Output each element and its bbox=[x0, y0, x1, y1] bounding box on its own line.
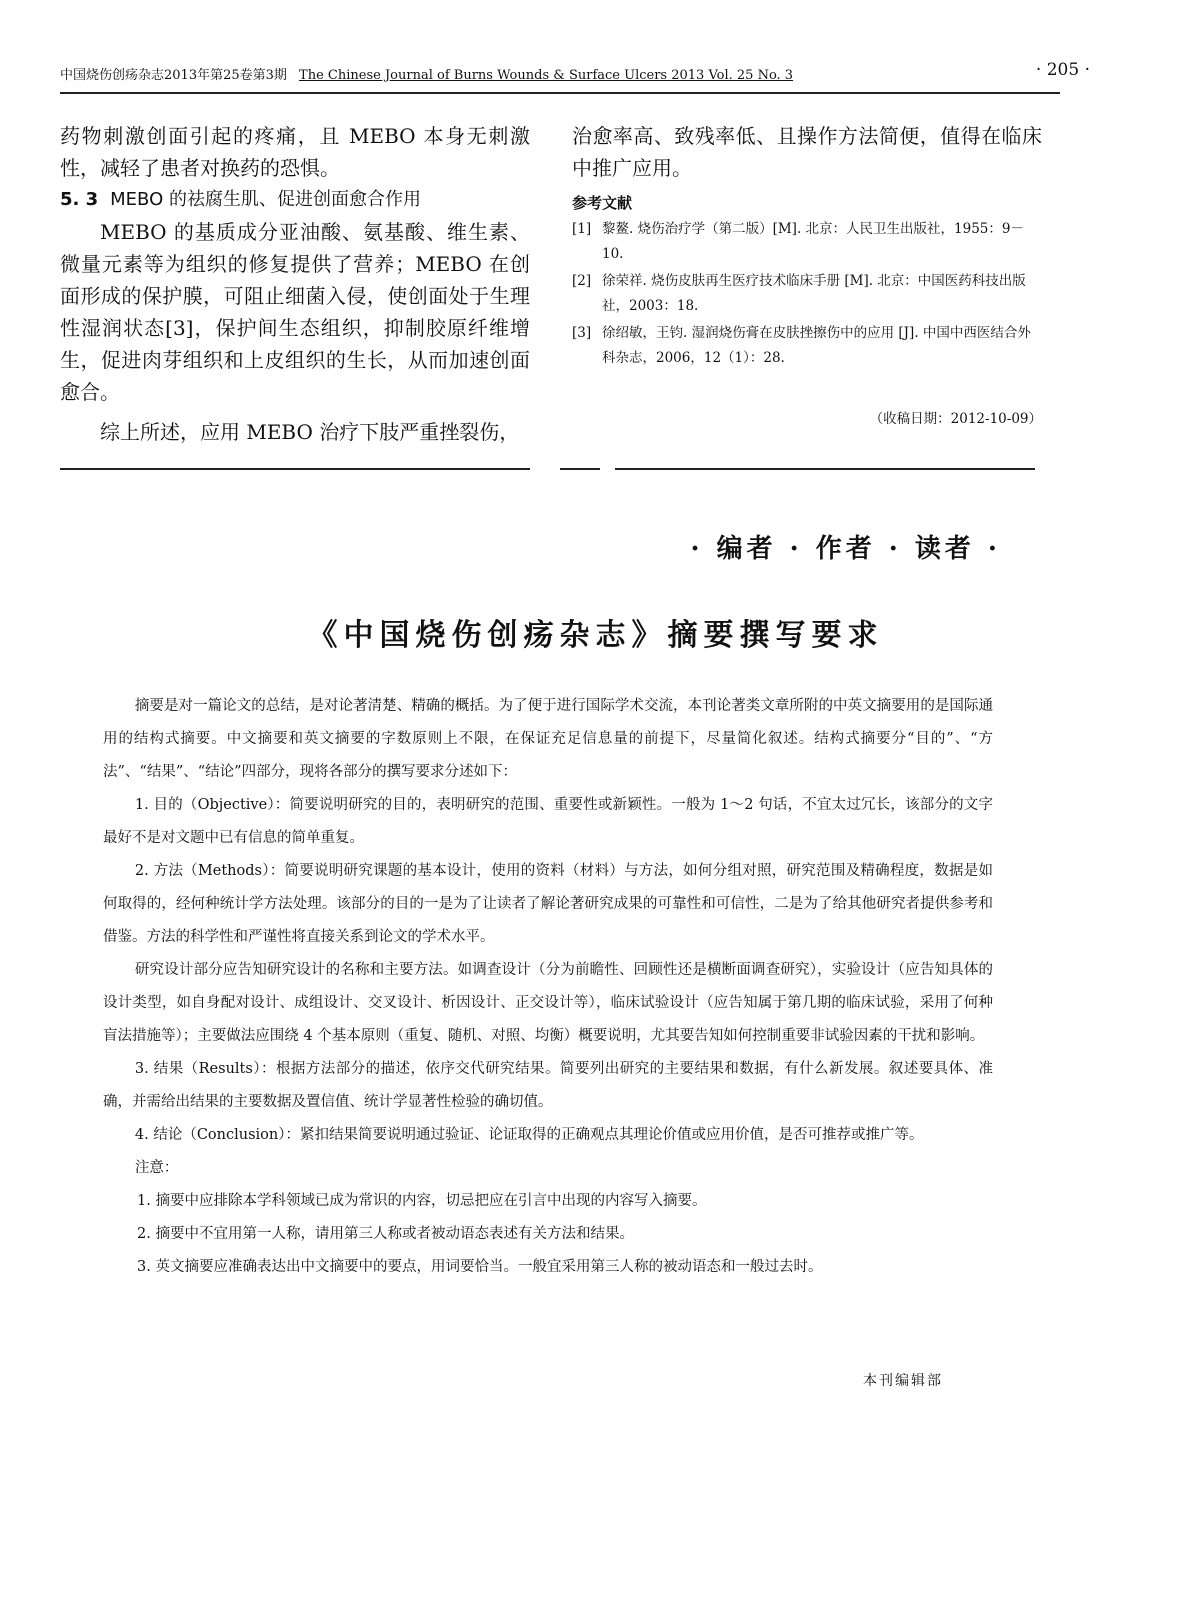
reference-number: [3] bbox=[572, 325, 592, 341]
body-paragraph: 2. 方法（Methods）：简要说明研究课题的基本设计，使用的资料（材料）与方法，如何分组对照，研究范围及精确程度，数据是如何取得的，经何种统计学方法处理。该部分的目的一是为了让读者了解论著研究成果的可靠性和可信性，二是为了给其他研究者提供参考和借鉴。方法的科学性和严谨性将直接关系到论文的学术水平。 bbox=[103, 863, 993, 945]
column-title: · 编者 · 作者 · 读者 · bbox=[690, 534, 1001, 564]
note-item: 2. 摘要中不宜用第一人称，请用第三人称或者被动语态表述有关方法和结果。 bbox=[137, 1226, 634, 1242]
body-paragraph: 3. 结果（Results）：根据方法部分的描述，依序交代研究结果。简要列出研究的主要结果和数据，有什么新发展。叙述要具体、准确，并需给出结果的主要数据及置信值、统计学显著性检验的确切值。 bbox=[103, 1061, 993, 1110]
section-divider bbox=[60, 468, 1035, 470]
section-title: MEBO 的祛腐生肌、促进创面愈合作用 bbox=[110, 189, 421, 210]
body-paragraph: 摘要是对一篇论文的总结，是对论著清楚、精确的概括。为了便于进行国际学术交流，本刊论著类文章所附的中英文摘要用的是国际通用的结构式摘要。中文摘要和英文摘要的字数原则上不限，在保证充足信息量的前提下，尽量简化叙述。结构式摘要分“目的”、“方法”、“结果”、“结论”四部分，现将各部分的撰写要求分述如下： bbox=[103, 698, 993, 780]
references-heading: 参考文献 bbox=[572, 194, 633, 212]
reference-text: 徐荣祥. 烧伤皮肤再生医疗技术临床手册 [M]. 北京：中国医药科技出版社，2003：18. bbox=[602, 273, 1026, 314]
reference-item bbox=[572, 269, 1042, 319]
left-column bbox=[60, 120, 530, 448]
body-paragraph: 1. 目的（Objective）：简要说明研究的目的，表明研究的范围、重要性或新颖性。一般为 1～2 句话，不宜太过冗长，该部分的文字最好不是对文题中已有信息的简单重复。 bbox=[103, 797, 993, 846]
journal-citation bbox=[60, 66, 793, 86]
paragraph: MEBO 的基质成分亚油酸、氨基酸、维生素、微量元素等为组织的修复提供了营养；MEBO 在创面形成的保护膜，可阻止细菌入侵，使创面处于生理性湿润状态[3]，保护间生态组织，抑制胶原纤维增生，促进肉芽组织和上皮组织的生长，从而加速创面愈合。 bbox=[60, 220, 530, 404]
article-title: 《中国烧伤创疡杂志》摘要撰写要求 bbox=[307, 618, 884, 653]
note-label: 注意： bbox=[134, 1160, 179, 1176]
article-body bbox=[103, 690, 993, 1284]
body-paragraph: 4. 结论（Conclusion）：紧扣结果简要说明通过验证、论证取得的正确观点其理论价值或应用价值，是否可推荐或推广等。 bbox=[134, 1127, 924, 1143]
editorial-signature: 本刊编辑部 bbox=[863, 1373, 943, 1389]
reference-item bbox=[572, 217, 1042, 267]
page-number: · 205 · bbox=[1035, 60, 1090, 80]
paragraph: 综上所述，应用 MEBO 治疗下肢严重挫裂伤， bbox=[100, 420, 520, 444]
note-item: 1. 摘要中应排除本学科领域已成为常识的内容，切忌把应在引言中出现的内容写入摘要。 bbox=[137, 1193, 707, 1209]
body-paragraph: 研究设计部分应告知研究设计的名称和主要方法。如调查设计（分为前瞻性、回顾性还是横断面调查研究），实验设计（应告知具体的设计类型，如自身配对设计、成组设计、交叉设计、析因设计、正交设计等），临床试验设计（应告知属于第几期的临床试验，采用了何种盲法措施等）；主要做法应围绕 4 个基本原则（重复、随机、对照、均衡）概要说明，尤其要告知如何控制重要非试验因素的干扰和影响。 bbox=[103, 962, 993, 1044]
paragraph: 药物刺激创面引起的疼痛，且 MEBO 本身无刺激性，减轻了患者对换药的恐惧。 bbox=[60, 124, 530, 180]
reference-item bbox=[572, 321, 1042, 371]
received-date: （收稿日期：2012-10-09） bbox=[869, 411, 1042, 427]
paragraph: 治愈率高、致残率低、且操作方法简便，值得在临床中推广应用。 bbox=[572, 124, 1042, 180]
right-column bbox=[572, 120, 1042, 427]
reference-number: [2] bbox=[572, 273, 592, 289]
note-item: 3. 英文摘要应准确表达出中文摘要中的要点，用词要恰当。一般宜采用第三人称的被动语态和一般过去时。 bbox=[137, 1259, 823, 1275]
reference-text: 黎鳌. 烧伤治疗学（第二版）[M]. 北京：人民卫生出版社，1955：9－10. bbox=[602, 221, 1024, 262]
journal-name-en: The Chinese Journal of Burns Wounds & Surface Ulcers 2013 Vol. 25 No. 3 bbox=[299, 68, 794, 83]
reference-number: [1] bbox=[572, 221, 592, 237]
section-number: 5. 3 bbox=[60, 189, 99, 210]
journal-name-cn: 中国烧伤创疡杂志2013年第25卷第3期 bbox=[60, 68, 287, 83]
reference-text: 徐绍敏，王钧. 湿润烧伤膏在皮肤挫擦伤中的应用 [J]. 中国中西医结合外科杂志，2006，12（1）：28. bbox=[602, 325, 1031, 366]
section-heading bbox=[60, 184, 530, 216]
running-header bbox=[60, 60, 1090, 94]
